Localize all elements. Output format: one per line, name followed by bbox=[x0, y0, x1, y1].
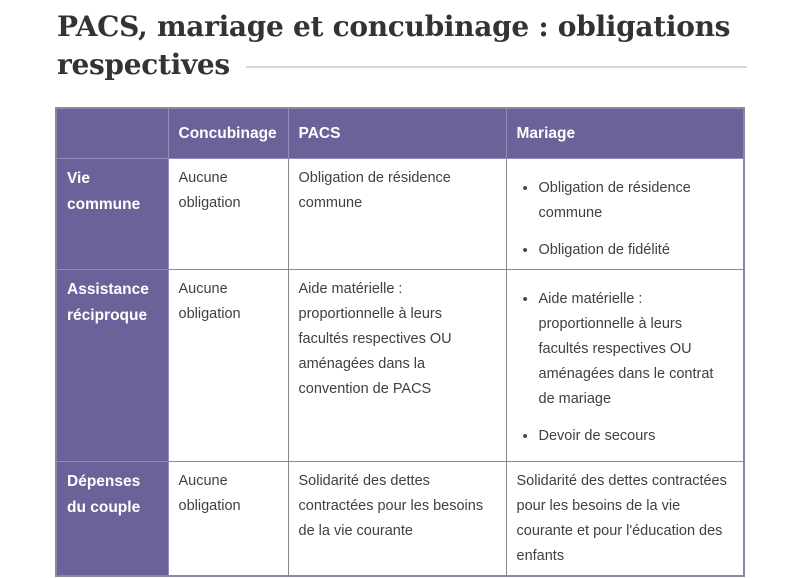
column-header-pacs: PACS bbox=[288, 108, 506, 159]
mariage-obligations-list bbox=[517, 287, 730, 449]
column-header-concubinage: Concubinage bbox=[168, 108, 288, 159]
cell-vie-commune-concubinage: Aucune obligation bbox=[168, 159, 288, 270]
cell-depenses-mariage: Solidarité des dettes contractées pour les besoins de la vie courante et pour l'éducation des enfants bbox=[506, 462, 744, 577]
corner-cell bbox=[56, 108, 168, 159]
row-header-depenses-du-couple: Dépenses du couple bbox=[56, 462, 168, 577]
row-header-vie-commune: Vie commune bbox=[56, 159, 168, 270]
comparison-table bbox=[55, 107, 745, 577]
cell-depenses-concubinage: Aucune obligation bbox=[168, 462, 288, 577]
page-title bbox=[57, 8, 747, 84]
page-title-line-2: respectives bbox=[57, 48, 230, 81]
cell-vie-commune-mariage bbox=[506, 159, 744, 270]
cell-assistance-pacs: Aide matérielle : proportionnelle à leurs facultés respectives OU aménagées dans la convention de PACS bbox=[288, 270, 506, 462]
row-header-assistance-reciproque: Assistance réciproque bbox=[56, 270, 168, 462]
cell-depenses-pacs: Solidarité des dettes contractées pour les besoins de la vie courante bbox=[288, 462, 506, 577]
cell-assistance-concubinage: Aucune obligation bbox=[168, 270, 288, 462]
cell-assistance-mariage bbox=[506, 270, 744, 462]
title-divider-line bbox=[246, 66, 747, 68]
cell-vie-commune-pacs: Obligation de résidence commune bbox=[288, 159, 506, 270]
list-item: • Devoir de secours bbox=[539, 424, 730, 449]
page-title-line-1: PACS, mariage et concubinage : obligations bbox=[57, 10, 731, 43]
list-item: • Obligation de fidélité bbox=[539, 238, 730, 263]
table-row-vie-commune bbox=[56, 159, 744, 270]
table-row-assistance-reciproque bbox=[56, 270, 744, 462]
table-header-row bbox=[56, 108, 744, 159]
table-row-depenses-du-couple bbox=[56, 462, 744, 577]
list-item: • Obligation de résidence commune bbox=[539, 176, 730, 226]
list-item: • Aide matérielle : proportionnelle à leurs facultés respectives OU aménagées dans le contrat de mariage bbox=[539, 287, 730, 412]
column-header-mariage: Mariage bbox=[506, 108, 744, 159]
mariage-obligations-list bbox=[517, 176, 730, 263]
